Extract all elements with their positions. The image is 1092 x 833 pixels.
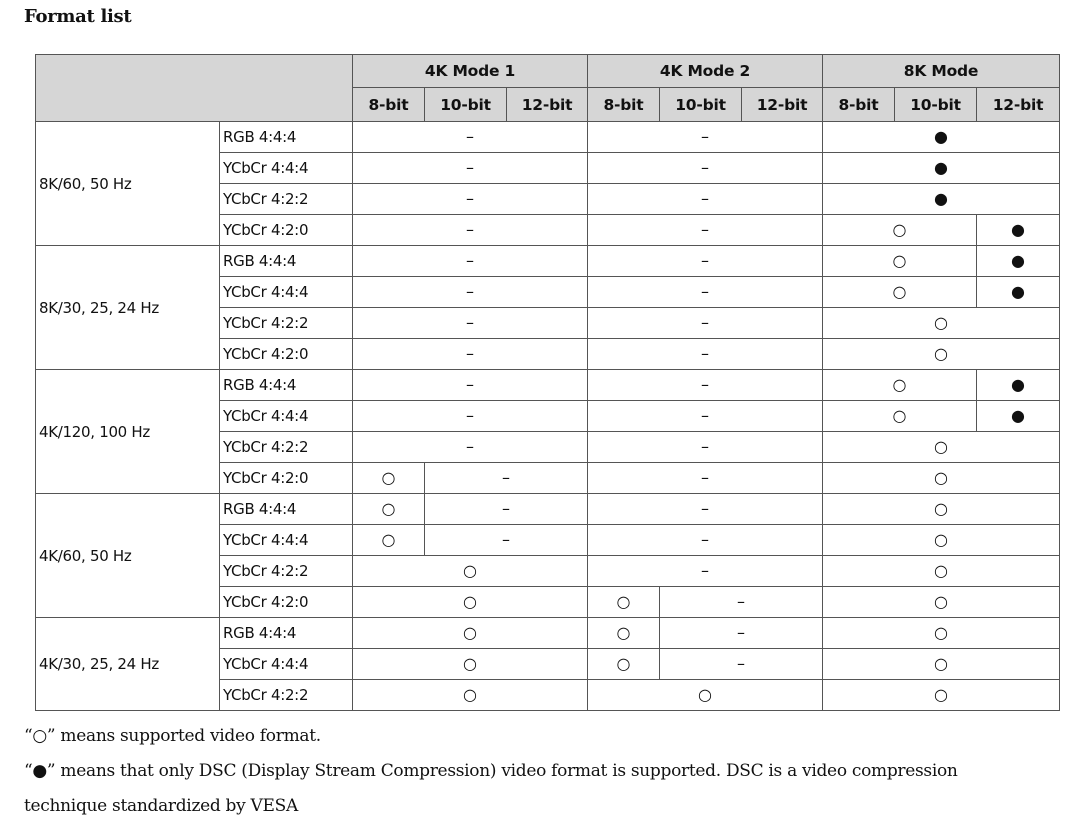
not-supported-dash: – bbox=[502, 499, 510, 518]
timing-group-label: 8K/30, 25, 24 Hz bbox=[36, 246, 220, 370]
support-cell bbox=[588, 587, 660, 618]
not-supported-dash: – bbox=[466, 220, 474, 239]
support-cell bbox=[823, 587, 1060, 618]
bit-header: 10-bit bbox=[425, 88, 507, 122]
supported-circle-icon: ○ bbox=[616, 623, 631, 642]
not-supported-dash: – bbox=[701, 406, 709, 425]
support-cell bbox=[588, 339, 823, 370]
bit-header: 8-bit bbox=[588, 88, 660, 122]
support-cell bbox=[823, 246, 977, 277]
timing-group-label: 4K/30, 25, 24 Hz bbox=[36, 618, 220, 711]
support-cell bbox=[977, 277, 1060, 308]
supported-circle-icon: ○ bbox=[934, 530, 948, 549]
not-supported-dash: – bbox=[701, 561, 709, 580]
not-supported-dash: – bbox=[466, 375, 474, 394]
bit-header: 12-bit bbox=[507, 88, 588, 122]
supported-circle-icon: ○ bbox=[892, 251, 907, 270]
not-supported-dash: – bbox=[737, 623, 745, 642]
not-supported-dash: – bbox=[737, 654, 745, 673]
supported-circle-icon: ○ bbox=[616, 654, 631, 673]
bit-header: 8-bit bbox=[353, 88, 425, 122]
supported-circle-icon: ○ bbox=[381, 499, 396, 518]
not-supported-dash: – bbox=[701, 437, 709, 456]
support-cell bbox=[588, 401, 823, 432]
supported-circle-icon: ○ bbox=[892, 406, 907, 425]
support-cell bbox=[977, 370, 1060, 401]
not-supported-dash: – bbox=[701, 220, 709, 239]
bit-header: 12-bit bbox=[977, 88, 1060, 122]
supported-circle-icon: ○ bbox=[934, 592, 948, 611]
color-format-label: YCbCr 4:2:2 bbox=[220, 184, 353, 215]
support-cell bbox=[823, 618, 1060, 649]
support-cell bbox=[823, 525, 1060, 556]
support-cell bbox=[353, 587, 588, 618]
supported-circle-icon: ○ bbox=[934, 654, 948, 673]
color-format-label: YCbCr 4:2:0 bbox=[220, 463, 353, 494]
not-supported-dash: – bbox=[701, 375, 709, 394]
color-format-label: RGB 4:4:4 bbox=[220, 494, 353, 525]
support-cell bbox=[588, 556, 823, 587]
bit-header: 8-bit bbox=[823, 88, 895, 122]
color-format-label: YCbCr 4:4:4 bbox=[220, 153, 353, 184]
support-cell bbox=[660, 649, 823, 680]
table-row bbox=[36, 494, 1060, 525]
support-cell bbox=[977, 401, 1060, 432]
color-format-label: YCbCr 4:2:0 bbox=[220, 339, 353, 370]
timing-group-label: 4K/60, 50 Hz bbox=[36, 494, 220, 618]
format-table bbox=[35, 54, 1060, 711]
header-corner-cell bbox=[36, 55, 353, 122]
support-cell bbox=[588, 680, 823, 711]
support-cell bbox=[823, 308, 1060, 339]
color-format-label: RGB 4:4:4 bbox=[220, 122, 353, 153]
timing-group-label: 8K/60, 50 Hz bbox=[36, 122, 220, 246]
dsc-only-dot-icon: ● bbox=[1011, 375, 1025, 394]
supported-circle-icon: ○ bbox=[934, 437, 948, 456]
supported-circle-icon: ○ bbox=[934, 623, 948, 642]
support-cell bbox=[353, 618, 588, 649]
support-cell bbox=[353, 370, 588, 401]
support-cell bbox=[588, 649, 660, 680]
supported-circle-icon: ○ bbox=[934, 344, 948, 363]
color-format-label: YCbCr 4:2:0 bbox=[220, 587, 353, 618]
color-format-label: YCbCr 4:2:2 bbox=[220, 308, 353, 339]
legend-dsc-note: “●” means that only DSC (Display Stream Compression) video format is supported. DSC is a video compression bbox=[24, 761, 958, 781]
dsc-only-dot-icon: ● bbox=[1011, 282, 1025, 301]
not-supported-dash: – bbox=[701, 158, 709, 177]
support-cell bbox=[977, 246, 1060, 277]
support-cell bbox=[823, 401, 977, 432]
support-cell bbox=[588, 122, 823, 153]
table-body bbox=[36, 122, 1060, 711]
support-cell bbox=[353, 184, 588, 215]
support-cell bbox=[353, 525, 425, 556]
supported-circle-icon: ○ bbox=[934, 685, 948, 704]
support-cell bbox=[353, 122, 588, 153]
dsc-only-dot-icon: ● bbox=[934, 189, 948, 208]
not-supported-dash: – bbox=[466, 437, 474, 456]
support-cell bbox=[353, 432, 588, 463]
table-row bbox=[36, 122, 1060, 153]
support-cell bbox=[353, 463, 425, 494]
not-supported-dash: – bbox=[466, 282, 474, 301]
support-cell bbox=[353, 277, 588, 308]
supported-circle-icon: ○ bbox=[892, 282, 907, 301]
support-cell bbox=[823, 680, 1060, 711]
timing-group-label: 4K/120, 100 Hz bbox=[36, 370, 220, 494]
table-header bbox=[36, 55, 1060, 122]
support-cell bbox=[823, 649, 1060, 680]
support-cell bbox=[977, 215, 1060, 246]
support-cell bbox=[353, 494, 425, 525]
supported-circle-icon: ○ bbox=[698, 685, 712, 704]
color-format-label: RGB 4:4:4 bbox=[220, 370, 353, 401]
mode-header: 4K Mode 2 bbox=[588, 55, 823, 88]
bit-header: 10-bit bbox=[895, 88, 977, 122]
support-cell bbox=[425, 525, 588, 556]
support-cell bbox=[425, 463, 588, 494]
support-cell bbox=[823, 339, 1060, 370]
dsc-only-dot-icon: ● bbox=[1011, 406, 1025, 425]
support-cell bbox=[823, 122, 1060, 153]
support-cell bbox=[588, 246, 823, 277]
color-format-label: YCbCr 4:4:4 bbox=[220, 401, 353, 432]
support-cell bbox=[353, 153, 588, 184]
color-format-label: RGB 4:4:4 bbox=[220, 246, 353, 277]
support-cell bbox=[353, 339, 588, 370]
supported-circle-icon: ○ bbox=[892, 220, 907, 239]
support-cell bbox=[660, 618, 823, 649]
support-cell bbox=[588, 215, 823, 246]
support-cell bbox=[353, 308, 588, 339]
not-supported-dash: – bbox=[466, 313, 474, 332]
support-cell bbox=[353, 556, 588, 587]
not-supported-dash: – bbox=[466, 127, 474, 146]
not-supported-dash: – bbox=[701, 313, 709, 332]
support-cell bbox=[588, 153, 823, 184]
not-supported-dash: – bbox=[737, 592, 745, 611]
support-cell bbox=[588, 184, 823, 215]
support-cell bbox=[823, 494, 1060, 525]
supported-circle-icon: ○ bbox=[463, 561, 477, 580]
table-row bbox=[36, 618, 1060, 649]
color-format-label: YCbCr 4:2:2 bbox=[220, 556, 353, 587]
supported-circle-icon: ○ bbox=[892, 375, 907, 394]
support-cell bbox=[823, 463, 1060, 494]
supported-circle-icon: ○ bbox=[381, 468, 396, 487]
supported-circle-icon: ○ bbox=[381, 530, 396, 549]
support-cell bbox=[588, 494, 823, 525]
color-format-label: YCbCr 4:2:2 bbox=[220, 680, 353, 711]
supported-circle-icon: ○ bbox=[616, 592, 631, 611]
supported-circle-icon: ○ bbox=[934, 499, 948, 518]
color-format-label: YCbCr 4:4:4 bbox=[220, 277, 353, 308]
dsc-only-dot-icon: ● bbox=[1011, 220, 1025, 239]
support-cell bbox=[823, 556, 1060, 587]
support-cell bbox=[353, 401, 588, 432]
support-cell bbox=[588, 463, 823, 494]
color-format-label: YCbCr 4:4:4 bbox=[220, 649, 353, 680]
support-cell bbox=[588, 618, 660, 649]
bit-header: 10-bit bbox=[660, 88, 742, 122]
table-row bbox=[36, 246, 1060, 277]
not-supported-dash: – bbox=[502, 468, 510, 487]
color-format-label: RGB 4:4:4 bbox=[220, 618, 353, 649]
support-cell bbox=[823, 370, 977, 401]
not-supported-dash: – bbox=[466, 406, 474, 425]
supported-circle-icon: ○ bbox=[463, 685, 477, 704]
not-supported-dash: – bbox=[466, 344, 474, 363]
legend-supported-note: “○” means supported video format. bbox=[24, 726, 321, 746]
page-title: Format list bbox=[24, 6, 132, 27]
supported-circle-icon: ○ bbox=[934, 468, 948, 487]
support-cell bbox=[823, 184, 1060, 215]
support-cell bbox=[588, 432, 823, 463]
color-format-label: YCbCr 4:4:4 bbox=[220, 525, 353, 556]
color-format-label: YCbCr 4:2:2 bbox=[220, 432, 353, 463]
support-cell bbox=[588, 277, 823, 308]
dsc-only-dot-icon: ● bbox=[934, 127, 948, 146]
supported-circle-icon: ○ bbox=[463, 654, 477, 673]
support-cell bbox=[660, 587, 823, 618]
support-cell bbox=[588, 370, 823, 401]
dsc-only-dot-icon: ● bbox=[934, 158, 948, 177]
not-supported-dash: – bbox=[701, 282, 709, 301]
not-supported-dash: – bbox=[502, 530, 510, 549]
not-supported-dash: – bbox=[701, 251, 709, 270]
not-supported-dash: – bbox=[466, 158, 474, 177]
support-cell bbox=[425, 494, 588, 525]
support-cell bbox=[823, 215, 977, 246]
legend-dsc-note-cont: technique standardized by VESA bbox=[24, 796, 298, 816]
not-supported-dash: – bbox=[466, 251, 474, 270]
dsc-only-dot-icon: ● bbox=[1011, 251, 1025, 270]
supported-circle-icon: ○ bbox=[934, 313, 948, 332]
not-supported-dash: – bbox=[701, 499, 709, 518]
support-cell bbox=[353, 680, 588, 711]
not-supported-dash: – bbox=[701, 189, 709, 208]
support-cell bbox=[353, 246, 588, 277]
support-cell bbox=[588, 308, 823, 339]
support-cell bbox=[823, 277, 977, 308]
not-supported-dash: – bbox=[701, 344, 709, 363]
bit-header: 12-bit bbox=[742, 88, 823, 122]
supported-circle-icon: ○ bbox=[463, 592, 477, 611]
not-supported-dash: – bbox=[701, 468, 709, 487]
support-cell bbox=[823, 153, 1060, 184]
not-supported-dash: – bbox=[701, 127, 709, 146]
support-cell bbox=[588, 525, 823, 556]
support-cell bbox=[353, 215, 588, 246]
color-format-label: YCbCr 4:2:0 bbox=[220, 215, 353, 246]
not-supported-dash: – bbox=[701, 530, 709, 549]
not-supported-dash: – bbox=[466, 189, 474, 208]
mode-header: 4K Mode 1 bbox=[353, 55, 588, 88]
supported-circle-icon: ○ bbox=[934, 561, 948, 580]
mode-header: 8K Mode bbox=[823, 55, 1060, 88]
support-cell bbox=[823, 432, 1060, 463]
supported-circle-icon: ○ bbox=[463, 623, 477, 642]
table-row bbox=[36, 370, 1060, 401]
support-cell bbox=[353, 649, 588, 680]
